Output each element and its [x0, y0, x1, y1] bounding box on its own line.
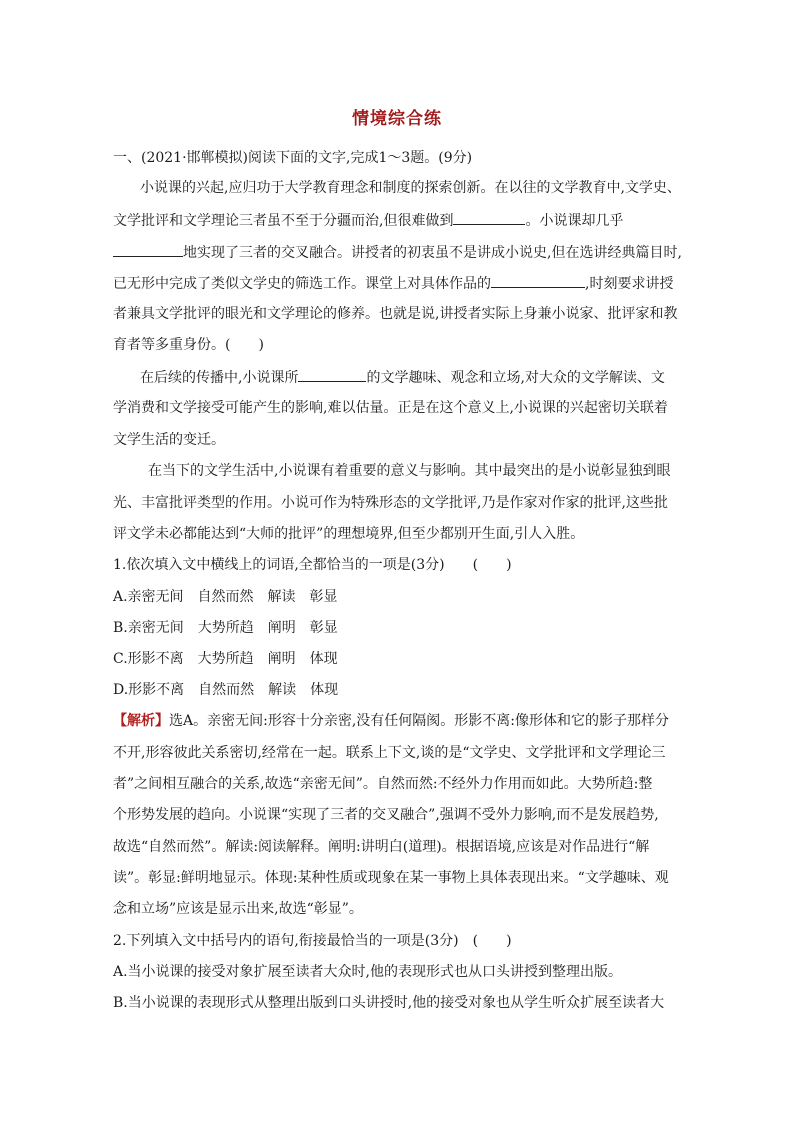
question-2-option-a: A.当小说课的接受对象扩展至读者大众时,他的表现形式也从口头讲授到整理出版。	[113, 964, 623, 980]
passage-p2-line1	[140, 367, 665, 388]
passage-p1-line6: 育者等多重身份。( )	[113, 337, 264, 353]
passage-text: 在后续的传播中,小说课所	[140, 370, 299, 386]
analysis-line7: 念和立场”应该是显示出来,故选“彰显”。	[113, 901, 363, 917]
question-1-option-c: C.形影不离 大势所趋 阐明 体现	[113, 651, 338, 667]
analysis-line4: 个形势发展的趋向。小说课“实现了三者的交叉融合”,强调不受外力影响,而不是发展趋势,	[113, 807, 659, 823]
fill-blank-4	[298, 367, 366, 382]
analysis-line5: 故选“自然而然”。解读:阅读解释。阐明:讲明白(道理)。根据语境,应该是对作品进行“解	[113, 839, 650, 855]
analysis-line2: 不开,形容彼此关系密切,经常在一起。联系上下文,谈的是“文学史、文学批评和文学理论三	[113, 745, 666, 761]
passage-p1-line3	[113, 242, 682, 263]
passage-p3-line1: 在当下的文学生活中,小说课有着重要的意义与影响。其中最突出的是小说彰显独到眼	[148, 463, 671, 479]
passage-p1-line1: 小说课的兴起,应归功于大学教育理念和制度的探索创新。在以往的文学教育中,文学史、	[140, 180, 681, 196]
passage-p1-line4	[113, 273, 673, 294]
passage-text: 文学批评和文学理论三者虽不至于分疆而治,但很难做到	[113, 213, 454, 229]
analysis-line1	[113, 711, 669, 731]
question-1-option-b: B.亲密无间 大势所趋 阐明 彰显	[113, 620, 338, 636]
section-header: 一、(2021·邯郸模拟)阅读下面的文字,完成1～3题。(9分)	[113, 150, 473, 166]
analysis-tag: 【解析】	[113, 713, 169, 729]
analysis-line6: 读”。彰显:鲜明地显示。体现:某种性质或现象在某一事物上具体表现出来。“文学趣味、观	[113, 870, 669, 886]
passage-p3-line3: 评文学未必都能达到“大师的批评”的理想境界,但至少都别开生面,引人入胜。	[113, 526, 585, 542]
passage-text: 的文学趣味、观念和立场,对大众的文学解读、文	[366, 370, 665, 386]
question-1-stem: 1.依次填入文中横线上的词语,全都恰当的一项是(3分) ( )	[113, 557, 512, 573]
page-title: 情境综合练	[352, 109, 442, 129]
passage-p1-line5: 者兼具文学批评的眼光和文学理论的修养。也就是说,讲授者实际上身兼小说家、批评家和教	[113, 306, 678, 322]
fill-blank-1	[453, 210, 525, 225]
analysis-text: 选A。亲密无间:形容十分亲密,没有任何隔阂。形影不离:像形体和它的影子那样分	[169, 713, 669, 729]
passage-text: 地实现了三者的交叉融合。讲授者的初衷虽不是讲成小说史,但在选讲经典篇目时,	[183, 245, 682, 261]
passage-p1-line2	[113, 210, 623, 231]
question-2-stem: 2.下列填入文中括号内的语句,衔接最恰当的一项是(3分) ( )	[113, 933, 512, 949]
passage-text: ,时刻要求讲授	[585, 276, 674, 292]
passage-p2-line3: 文学生活的变迁。	[113, 432, 225, 448]
question-2-option-b: B.当小说课的表现形式从整理出版到口头讲授时,他的接受对象也从学生听众扩展至读者大	[113, 995, 665, 1011]
fill-blank-3	[491, 273, 585, 288]
passage-p3-line2: 光、丰富批评类型的作用。小说可作为特殊形态的文学批评,乃是作家对作家的批评,这些批	[113, 495, 668, 511]
question-1-option-d: D.形影不离 自然而然 解读 体现	[113, 682, 339, 698]
passage-text: 已无形中完成了类似文学史的筛选工作。课堂上对具体作品的	[113, 276, 491, 292]
passage-text: 。小说课却几乎	[525, 213, 624, 229]
analysis-line3: 者”之间相互融合的关系,故选“亲密无间”。自然而然:不经外力作用而如此。大势所趋:整	[113, 776, 653, 792]
fill-blank-2	[113, 242, 183, 257]
passage-p2-line2: 学消费和文学接受可能产生的影响,难以估量。正是在这个意义上,小说课的兴起密切关联着	[113, 400, 668, 416]
question-1-option-a: A.亲密无间 自然而然 解读 彰显	[113, 589, 338, 605]
